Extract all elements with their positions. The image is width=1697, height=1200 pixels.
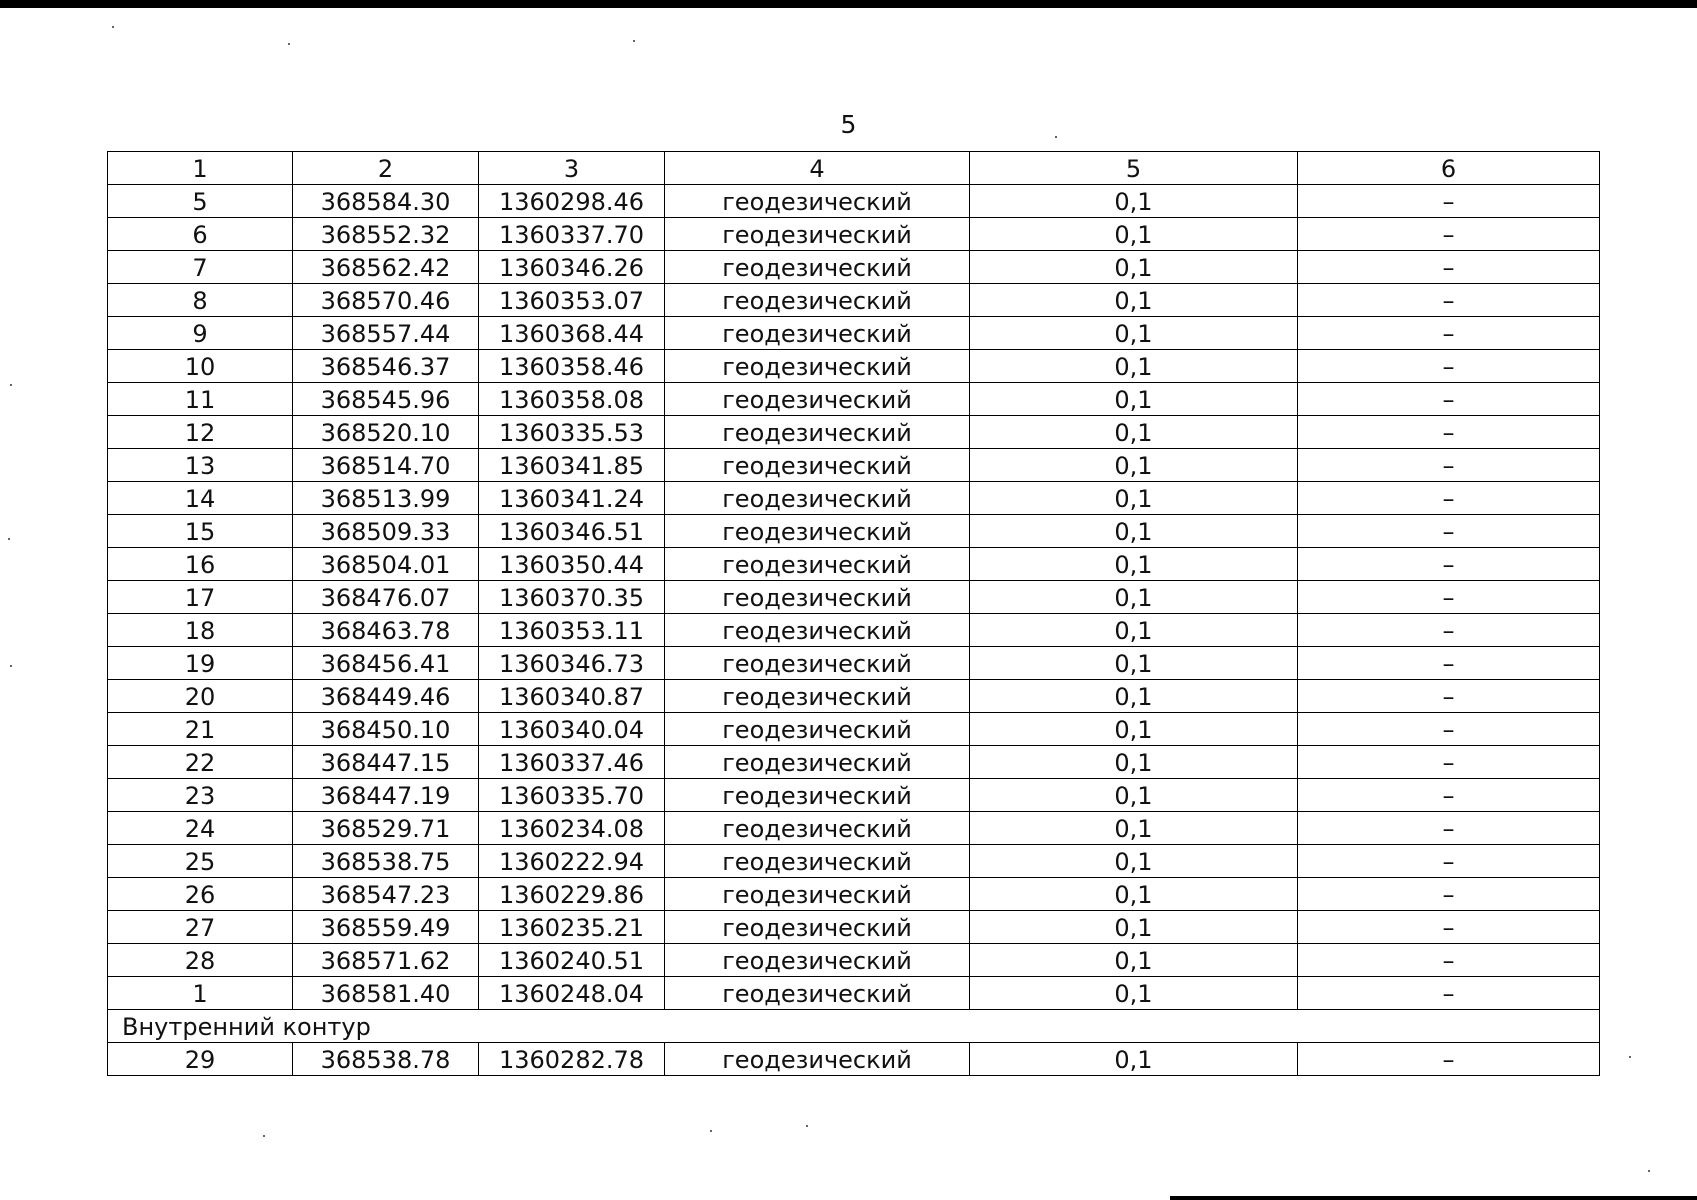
y-coordinate-cell: 1360340.87	[479, 680, 665, 713]
x-coordinate-cell: 368476.07	[293, 581, 479, 614]
point-number-cell: 10	[108, 350, 293, 383]
y-coordinate-cell: 1360222.94	[479, 845, 665, 878]
y-coordinate-cell: 1360346.73	[479, 647, 665, 680]
note-cell: –	[1298, 581, 1600, 614]
y-coordinate-cell: 1360358.46	[479, 350, 665, 383]
table-row	[108, 383, 1600, 416]
method-cell: геодезический	[665, 383, 970, 416]
method-cell: геодезический	[665, 581, 970, 614]
point-number-cell: 22	[108, 746, 293, 779]
point-number-cell: 7	[108, 251, 293, 284]
table-row	[108, 614, 1600, 647]
x-coordinate-cell: 368450.10	[293, 713, 479, 746]
accuracy-cell: 0,1	[970, 482, 1298, 515]
accuracy-cell: 0,1	[970, 944, 1298, 977]
point-number-cell: 29	[108, 1043, 293, 1076]
y-coordinate-cell: 1360229.86	[479, 878, 665, 911]
method-cell: геодезический	[665, 977, 970, 1010]
note-cell: –	[1298, 383, 1600, 416]
accuracy-cell: 0,1	[970, 548, 1298, 581]
method-cell: геодезический	[665, 449, 970, 482]
y-coordinate-cell: 1360370.35	[479, 581, 665, 614]
scan-speck	[8, 538, 10, 540]
table-row	[108, 185, 1600, 218]
scan-speck	[263, 1135, 265, 1137]
method-cell: геодезический	[665, 251, 970, 284]
accuracy-cell: 0,1	[970, 251, 1298, 284]
x-coordinate-cell: 2	[293, 152, 479, 185]
x-coordinate-cell: 368449.46	[293, 680, 479, 713]
note-cell: –	[1298, 284, 1600, 317]
accuracy-cell: 5	[970, 152, 1298, 185]
note-cell: –	[1298, 647, 1600, 680]
method-cell: геодезический	[665, 284, 970, 317]
method-cell: геодезический	[665, 680, 970, 713]
table-row	[108, 581, 1600, 614]
point-number-cell: 1	[108, 152, 293, 185]
note-cell: –	[1298, 977, 1600, 1010]
accuracy-cell: 0,1	[970, 779, 1298, 812]
note-cell: –	[1298, 482, 1600, 515]
note-cell: –	[1298, 878, 1600, 911]
accuracy-cell: 0,1	[970, 845, 1298, 878]
table-row	[108, 515, 1600, 548]
table-row	[108, 350, 1600, 383]
y-coordinate-cell: 1360335.53	[479, 416, 665, 449]
note-cell: –	[1298, 1043, 1600, 1076]
table-row	[108, 977, 1600, 1010]
point-number-cell: 1	[108, 977, 293, 1010]
note-cell: 6	[1298, 152, 1600, 185]
x-coordinate-cell: 368447.19	[293, 779, 479, 812]
x-coordinate-cell: 368545.96	[293, 383, 479, 416]
accuracy-cell: 0,1	[970, 449, 1298, 482]
point-number-cell: 8	[108, 284, 293, 317]
note-cell: –	[1298, 515, 1600, 548]
method-cell: геодезический	[665, 878, 970, 911]
y-coordinate-cell: 1360234.08	[479, 812, 665, 845]
method-cell: геодезический	[665, 548, 970, 581]
point-number-cell: 27	[108, 911, 293, 944]
point-number-cell: 26	[108, 878, 293, 911]
accuracy-cell: 0,1	[970, 317, 1298, 350]
coordinates-table-body	[108, 152, 1600, 1076]
y-coordinate-cell: 1360235.21	[479, 911, 665, 944]
note-cell: –	[1298, 944, 1600, 977]
table-header-row	[108, 152, 1600, 185]
note-cell: –	[1298, 845, 1600, 878]
accuracy-cell: 0,1	[970, 515, 1298, 548]
point-number-cell: 15	[108, 515, 293, 548]
note-cell: –	[1298, 317, 1600, 350]
note-cell: –	[1298, 779, 1600, 812]
point-number-cell: 17	[108, 581, 293, 614]
method-cell: геодезический	[665, 812, 970, 845]
x-coordinate-cell: 368562.42	[293, 251, 479, 284]
table-row	[108, 944, 1600, 977]
y-coordinate-cell: 1360353.07	[479, 284, 665, 317]
x-coordinate-cell: 368557.44	[293, 317, 479, 350]
x-coordinate-cell: 368463.78	[293, 614, 479, 647]
accuracy-cell: 0,1	[970, 878, 1298, 911]
method-cell: геодезический	[665, 746, 970, 779]
accuracy-cell: 0,1	[970, 185, 1298, 218]
x-coordinate-cell: 368504.01	[293, 548, 479, 581]
method-cell: геодезический	[665, 218, 970, 251]
note-cell: –	[1298, 614, 1600, 647]
x-coordinate-cell: 368547.23	[293, 878, 479, 911]
table-row	[108, 548, 1600, 581]
x-coordinate-cell: 368570.46	[293, 284, 479, 317]
scan-speck	[710, 1130, 712, 1132]
accuracy-cell: 0,1	[970, 1043, 1298, 1076]
table-row	[108, 779, 1600, 812]
table-row	[108, 746, 1600, 779]
x-coordinate-cell: 368447.15	[293, 746, 479, 779]
table-row	[108, 713, 1600, 746]
x-coordinate-cell: 368513.99	[293, 482, 479, 515]
accuracy-cell: 0,1	[970, 911, 1298, 944]
table-row	[108, 218, 1600, 251]
method-cell: геодезический	[665, 647, 970, 680]
scan-speck	[112, 26, 114, 28]
scan-top-edge	[0, 0, 1697, 8]
method-cell: 4	[665, 152, 970, 185]
page-number: 5	[840, 110, 857, 139]
x-coordinate-cell: 368571.62	[293, 944, 479, 977]
accuracy-cell: 0,1	[970, 746, 1298, 779]
table-row	[108, 317, 1600, 350]
scan-speck	[1629, 1056, 1631, 1058]
method-cell: геодезический	[665, 515, 970, 548]
point-number-cell: 24	[108, 812, 293, 845]
method-cell: геодезический	[665, 944, 970, 977]
note-cell: –	[1298, 713, 1600, 746]
accuracy-cell: 0,1	[970, 383, 1298, 416]
y-coordinate-cell: 1360350.44	[479, 548, 665, 581]
scan-speck	[633, 40, 635, 42]
point-number-cell: 5	[108, 185, 293, 218]
point-number-cell: 19	[108, 647, 293, 680]
y-coordinate-cell: 1360340.04	[479, 713, 665, 746]
point-number-cell: 14	[108, 482, 293, 515]
accuracy-cell: 0,1	[970, 647, 1298, 680]
x-coordinate-cell: 368581.40	[293, 977, 479, 1010]
y-coordinate-cell: 1360341.24	[479, 482, 665, 515]
accuracy-cell: 0,1	[970, 218, 1298, 251]
x-coordinate-cell: 368529.71	[293, 812, 479, 845]
accuracy-cell: 0,1	[970, 977, 1298, 1010]
scan-speck	[806, 1125, 808, 1127]
x-coordinate-cell: 368538.75	[293, 845, 479, 878]
method-cell: геодезический	[665, 350, 970, 383]
note-cell: –	[1298, 416, 1600, 449]
point-number-cell: 25	[108, 845, 293, 878]
table-row	[108, 1043, 1600, 1076]
table-row	[108, 449, 1600, 482]
accuracy-cell: 0,1	[970, 350, 1298, 383]
y-coordinate-cell: 1360248.04	[479, 977, 665, 1010]
section-row	[108, 1010, 1600, 1043]
point-number-cell: 20	[108, 680, 293, 713]
scan-speck	[1648, 1170, 1650, 1172]
scan-speck	[10, 665, 12, 667]
section-title: Внутренний контур	[108, 1010, 1600, 1043]
table-row	[108, 251, 1600, 284]
note-cell: –	[1298, 680, 1600, 713]
table-row	[108, 416, 1600, 449]
point-number-cell: 9	[108, 317, 293, 350]
note-cell: –	[1298, 449, 1600, 482]
note-cell: –	[1298, 185, 1600, 218]
x-coordinate-cell: 368520.10	[293, 416, 479, 449]
y-coordinate-cell: 1360337.46	[479, 746, 665, 779]
y-coordinate-cell: 1360337.70	[479, 218, 665, 251]
x-coordinate-cell: 368552.32	[293, 218, 479, 251]
method-cell: геодезический	[665, 614, 970, 647]
y-coordinate-cell: 3	[479, 152, 665, 185]
point-number-cell: 11	[108, 383, 293, 416]
point-number-cell: 16	[108, 548, 293, 581]
accuracy-cell: 0,1	[970, 812, 1298, 845]
note-cell: –	[1298, 812, 1600, 845]
point-number-cell: 13	[108, 449, 293, 482]
note-cell: –	[1298, 350, 1600, 383]
accuracy-cell: 0,1	[970, 284, 1298, 317]
x-coordinate-cell: 368546.37	[293, 350, 479, 383]
scan-speck	[10, 384, 12, 386]
table-row	[108, 284, 1600, 317]
x-coordinate-cell: 368456.41	[293, 647, 479, 680]
y-coordinate-cell: 1360368.44	[479, 317, 665, 350]
point-number-cell: 21	[108, 713, 293, 746]
method-cell: геодезический	[665, 185, 970, 218]
coordinates-table	[107, 151, 1600, 1076]
method-cell: геодезический	[665, 911, 970, 944]
y-coordinate-cell: 1360298.46	[479, 185, 665, 218]
table-row	[108, 845, 1600, 878]
y-coordinate-cell: 1360335.70	[479, 779, 665, 812]
y-coordinate-cell: 1360353.11	[479, 614, 665, 647]
point-number-cell: 23	[108, 779, 293, 812]
accuracy-cell: 0,1	[970, 581, 1298, 614]
point-number-cell: 12	[108, 416, 293, 449]
y-coordinate-cell: 1360282.78	[479, 1043, 665, 1076]
table-row	[108, 812, 1600, 845]
accuracy-cell: 0,1	[970, 680, 1298, 713]
method-cell: геодезический	[665, 482, 970, 515]
table-row	[108, 680, 1600, 713]
method-cell: геодезический	[665, 845, 970, 878]
point-number-cell: 28	[108, 944, 293, 977]
method-cell: геодезический	[665, 1043, 970, 1076]
method-cell: геодезический	[665, 779, 970, 812]
y-coordinate-cell: 1360240.51	[479, 944, 665, 977]
scan-bottom-edge	[1170, 1196, 1697, 1200]
method-cell: геодезический	[665, 416, 970, 449]
table-row	[108, 647, 1600, 680]
note-cell: –	[1298, 251, 1600, 284]
note-cell: –	[1298, 746, 1600, 779]
note-cell: –	[1298, 218, 1600, 251]
note-cell: –	[1298, 911, 1600, 944]
table-row	[108, 911, 1600, 944]
point-number-cell: 6	[108, 218, 293, 251]
point-number-cell: 18	[108, 614, 293, 647]
accuracy-cell: 0,1	[970, 614, 1298, 647]
y-coordinate-cell: 1360346.51	[479, 515, 665, 548]
method-cell: геодезический	[665, 713, 970, 746]
x-coordinate-cell: 368584.30	[293, 185, 479, 218]
note-cell: –	[1298, 548, 1600, 581]
table-row	[108, 482, 1600, 515]
method-cell: геодезический	[665, 317, 970, 350]
scan-speck	[288, 43, 290, 45]
y-coordinate-cell: 1360358.08	[479, 383, 665, 416]
x-coordinate-cell: 368514.70	[293, 449, 479, 482]
x-coordinate-cell: 368509.33	[293, 515, 479, 548]
accuracy-cell: 0,1	[970, 416, 1298, 449]
x-coordinate-cell: 368538.78	[293, 1043, 479, 1076]
y-coordinate-cell: 1360346.26	[479, 251, 665, 284]
table-row	[108, 878, 1600, 911]
x-coordinate-cell: 368559.49	[293, 911, 479, 944]
accuracy-cell: 0,1	[970, 713, 1298, 746]
y-coordinate-cell: 1360341.85	[479, 449, 665, 482]
